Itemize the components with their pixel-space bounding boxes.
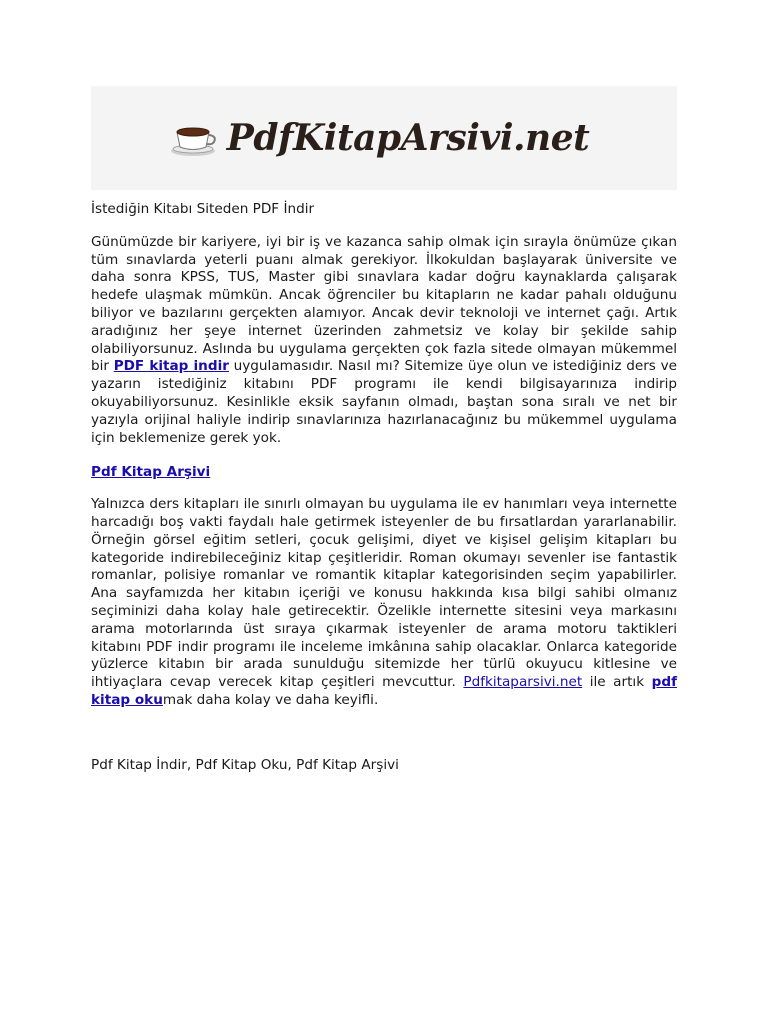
coffee-cup-icon — [169, 118, 221, 158]
pdf-kitap-oku-link[interactable]: pdf kitap oku — [91, 674, 678, 708]
page-title: İstediğin Kitabı Siteden PDF İndir — [91, 201, 315, 217]
body-paragraph — [91, 496, 677, 710]
intro-paragraph — [91, 234, 677, 448]
logo-text: PdfKitapArsivi.net — [226, 117, 590, 159]
tag-line: Pdf Kitap İndir, Pdf Kitap Oku, Pdf Kitap Arşivi — [91, 756, 399, 773]
pdf-kitap-arsivi-link[interactable]: Pdf Kitap Arşivi — [91, 464, 211, 481]
pdf-kitap-indir-link[interactable]: PDF kitap indir — [113, 358, 229, 375]
body-text-middle: ile artık — [582, 674, 652, 691]
site-link[interactable]: Pdfkitaparsivi.net — [463, 674, 583, 691]
intro-text-end: uygulamasıdır. Nasıl mı? Sitemize üye olun ve istediğiniz ders ve yazarın istediğiniz kitabını PDF programı ile kendi bilgisayarınıza indirip okuyabiliyorsunuz. Kesinlikle eksik sayfanın olmadı, baştan sona sıralı ve net bir yazıyla orijinal haliyle indirip sınavlarınıza hazırlanacağınız bu mükemmel uygulama için beklemenize gerek yok. — [91, 358, 677, 446]
body-text: Yalnızca ders kitapları ile sınırlı olmayan bu uygulama ile ev hanımları veya internette harcadığı boş vakti faydalı hale getirmek isteyenler de bu fırsatlardan yararlanabilir. Örneğin görsel eğitim setleri, çocuk gelişimi, diyet ve kişisel gelişim kitapları bu kategoride indirebileceğiniz kitap çeşitleridir. Roman okumayı sevenler ise fantastik romanlar, polisiye romanlar ve romantik kitaplar kategorisinden seçim yapabilirler. Ana sayfamızda her kitabın içeriği ve konusu hakkında kısa bilgi sahibi olmanız seçiminizi daha kolay hale getirecektir. Özelikle internette sitesini veya markasını arama motorlarında üst sıraya çıkarmak isteyenler de arama motoru taktikleri kitabını PDF indir programı ile inceleme imkânına sahip olacaklar. Onlarca kategoride yüzlerce kitabın bir arada sunulduğu sitemizde her türlü okuyucu kitlesine ve ihtiyaçlara cevap verecek kitap çeşitleri mevcuttur. — [91, 496, 677, 691]
intro-text-start: Günümüzde bir kariyere, iyi bir iş ve kazanca sahip olmak için sırayla önümüze çıkan tüm sınavlarda yeterli puanı almak gerekiyor. İlkokuldan başlayarak üniversite ve daha sonra KPSS, TUS, Master gibi sınavlara kadar doğru kaynaklarda çalışarak hedefe ulaşmak mümkün. Ancak öğrenciler bu kitapların ne kadar pahalı olduğunu biliyor ve bazılarını gerçekten alamıyor. Ancak devir teknoloji ve internet çağı. Artık aradığınız her şeye internet üzerinden zahmetsiz ve kolay bir şekilde sahip olabiliyorsunuz. Aslında bu uygulama gerçekten çok fazla sitede olmayan mükemmel bir — [91, 233, 677, 375]
header-banner — [91, 86, 677, 190]
site-logo[interactable] — [169, 117, 590, 159]
article-body — [91, 201, 677, 775]
body-text-end: mak daha kolay ve daha keyifli. — [162, 691, 379, 708]
